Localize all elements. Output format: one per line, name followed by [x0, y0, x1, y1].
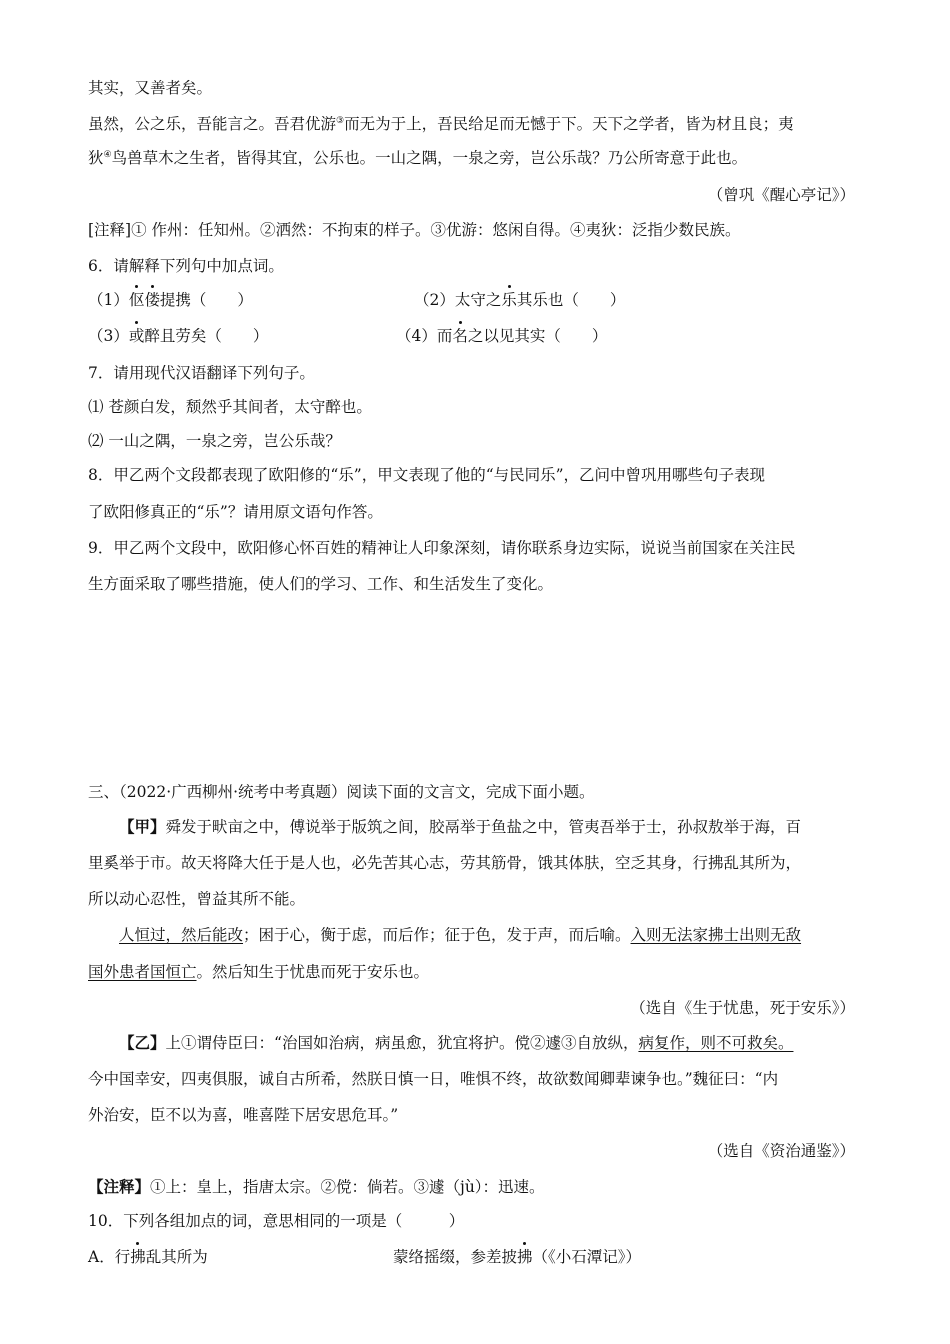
question-7-item-2: ⑵ 一山之隅，一泉之旁，岂公乐哉？ [88, 432, 341, 450]
text: 。然后知生于忧患而死于安乐也。 [196, 963, 430, 981]
question-6: 6．请解释下列句中加点词。 [88, 257, 284, 275]
text: 其实，又善者矣。 [88, 79, 213, 97]
question-7-item-1: ⑴ 苍颜白发，颓然乎其间者，太守醉也。 [88, 398, 372, 416]
text: A．行 [88, 1248, 131, 1266]
text: 狄 [88, 149, 104, 167]
text: （3） [88, 327, 129, 345]
question-8-line: 了欧阳修真正的“乐”？请用原文语句作答。 [88, 503, 383, 521]
text: 而无为于上，吾民给足而无憾于下。天下之学者，皆为材且良；夷 [344, 115, 794, 133]
text: （4）而 [396, 327, 453, 345]
dotted-char: 拂 [517, 1248, 533, 1266]
dotted-char: 或 [128, 327, 145, 345]
passage-jia-line [88, 961, 429, 983]
underlined-sentence: 国外患者国恒亡 [88, 963, 197, 981]
dotted-char: 乐 [501, 291, 517, 309]
question-7: 7．请用现代汉语翻译下列句子。 [88, 364, 315, 382]
notes [88, 1176, 545, 1198]
text: 舜发于畎亩之中，傅说举于版筑之间，胶鬲举于鱼盐之中，管夷吾举于士，孙叔敖举于海，百 [165, 818, 802, 836]
passage-label: 【乙】 [119, 1033, 166, 1052]
text: 之以见其实（ ） [467, 327, 608, 345]
dotted-char: 名 [452, 327, 468, 345]
source-citation: （选自《生于忧患，死于安乐》） [630, 999, 855, 1017]
source-citation: （选自《资治通鉴》） [707, 1142, 855, 1160]
underlined-sentence: 人恒过，然后能改 [119, 926, 244, 944]
footnote-mark: ③ [336, 115, 345, 126]
section-heading: 三、（2022·广西柳州·统考中考真题）阅读下面的文言文，完成下面小题。 [88, 783, 595, 801]
text: 醉且劳矣（ ） [144, 327, 269, 345]
text: 提携（ ） [159, 291, 253, 309]
option-a [88, 1246, 208, 1268]
notes: [注释]① 作州：任知州。②洒然：不拘束的样子。③优游：悠闲自得。④夷狄：泛指少数民族。 [88, 221, 741, 239]
notes-label: 【注释】 [88, 1177, 151, 1196]
passage-yi-line [119, 1032, 793, 1054]
text: 蒙络摇缀，参差披 [393, 1248, 518, 1266]
text: 乱其所为 [145, 1248, 208, 1266]
question-6-item-2 [414, 289, 625, 311]
text: 鸟兽草木之生者，皆得其宜，公乐也。一山之隅，一泉之旁，岂公乐哉？乃公所寄意于此也。 [111, 149, 748, 167]
dotted-char: 伛 [128, 291, 145, 309]
source-citation: （曾巩《醒心亭记》） [707, 186, 855, 204]
text: （1） [88, 291, 129, 309]
option-a-comparison [393, 1246, 641, 1268]
text: （2）太守之 [414, 291, 502, 309]
passage-jia-line: 所以动心忍性，曾益其所不能。 [88, 890, 306, 908]
passage-jia-line [119, 924, 801, 946]
dotted-char: 拂 [130, 1248, 146, 1266]
passage-label: 【甲】 [119, 817, 166, 836]
question-8-line: 8．甲乙两个文段都表现了欧阳修的“乐”，甲文表现了他的“与民同乐”，乙问中曾巩用哪些句子表现 [88, 466, 766, 484]
passage-yi-line: 今中国幸安，四夷俱服，诚自古所希，然朕日慎一日，唯惧不终，故欲数闻卿辈谏争也。”魏征曰：“内 [88, 1070, 779, 1088]
question-6-item-4 [396, 325, 607, 347]
passage-line [88, 77, 212, 99]
passage-yi-line: 外治安，臣不以为喜，唯喜陛下居安思危耳。” [88, 1106, 399, 1124]
text: 上①谓侍臣曰：“治国如治病，病虽愈，犹宜将护。傥②遽③自放纵， [165, 1034, 639, 1052]
underlined-sentence: 病复作，则不可救矣。 [638, 1034, 794, 1052]
question-6-item-3 [88, 325, 268, 347]
passage-line [88, 147, 747, 169]
footnote-mark: ④ [103, 149, 112, 160]
dotted-char: 偻 [144, 291, 160, 309]
question-10: 10．下列各组加点的词，意思相同的一项是（ ） [88, 1212, 465, 1230]
text: （《小石潭记》） [532, 1248, 642, 1266]
text: ①上：皇上，指唐太宗。②傥：倘若。③遽（jù）：迅速。 [150, 1178, 545, 1196]
passage-line [88, 113, 794, 135]
text: 其乐也（ ） [516, 291, 626, 309]
question-6-item-1 [88, 289, 253, 311]
text: 虽然，公之乐，吾能言之。吾君优游 [88, 115, 337, 133]
passage-jia-line [119, 816, 801, 838]
passage-jia-line: 里奚举于市。故天将降大任于是人也，必先苦其心志，劳其筋骨，饿其体肤，空乏其身，行拂乱其所为， [88, 854, 802, 872]
text: ；困于心，衡于虑，而后作；征于色，发于声，而后喻。 [243, 926, 631, 944]
underlined-sentence: 入则无法家拂士出则无敌 [630, 926, 802, 944]
question-9-line: 9．甲乙两个文段中，欧阳修心怀百姓的精神让人印象深刻，请你联系身边实际，说说当前国家在关注民 [88, 539, 796, 557]
question-9-line: 生方面采取了哪些措施，使人们的学习、工作、和生活发生了变化。 [88, 575, 554, 593]
